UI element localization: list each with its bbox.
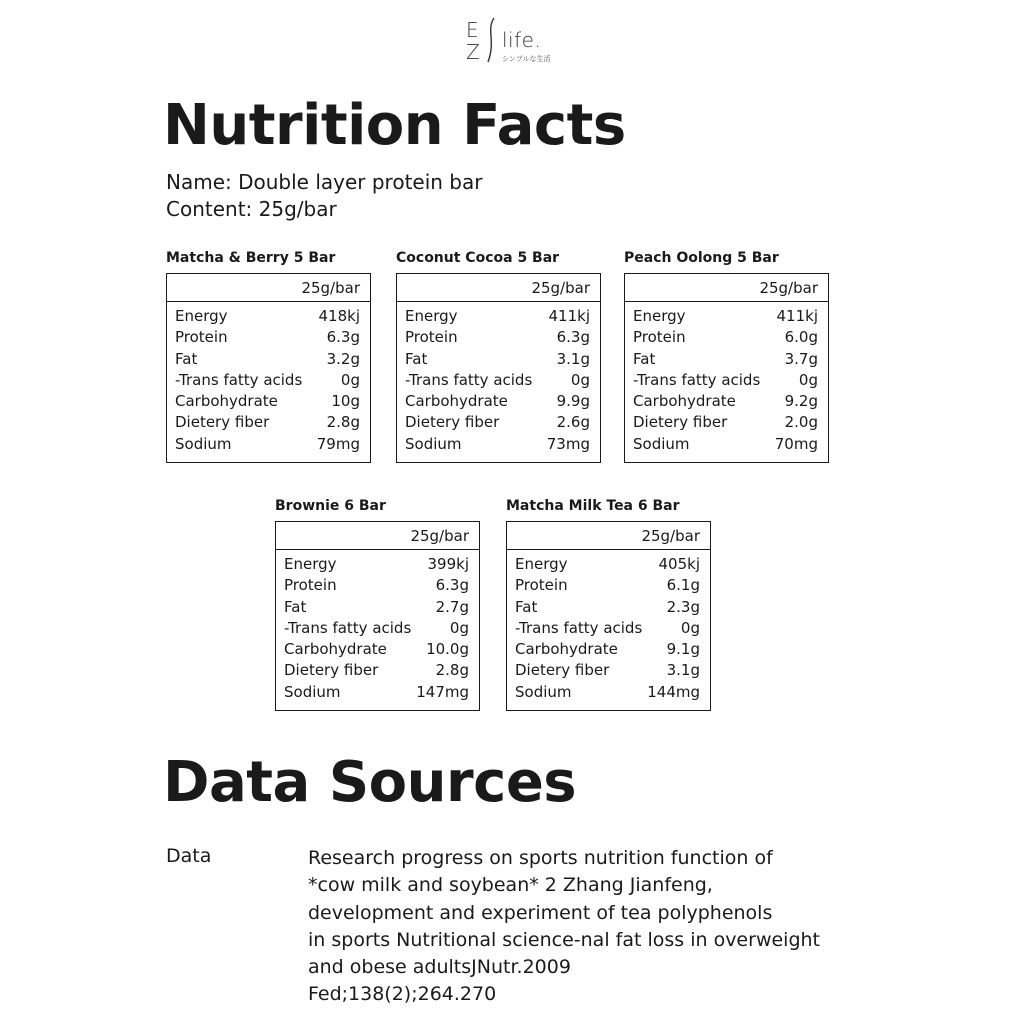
nutrient-row (175, 327, 360, 348)
nutrient-row (515, 554, 700, 575)
nutrient-label: Carbohydrate (175, 392, 278, 411)
serving-size: 25g/bar (397, 274, 600, 302)
logo-word: life. (502, 28, 542, 52)
nutrient-row (405, 370, 590, 391)
nutrient-row (284, 575, 469, 596)
nutrient-label: -Trans fatty acids (284, 618, 412, 637)
logo-mark-z: Z (466, 40, 480, 64)
nutrient-label: Dietery fiber (515, 661, 610, 680)
serving-size: 25g/bar (625, 274, 828, 302)
nutrient-value: 3.2g (326, 349, 360, 368)
source-line: development and experiment of tea polyphenols (308, 901, 773, 924)
serving-size: 25g/bar (276, 522, 479, 550)
nutrient-label: Sodium (405, 434, 462, 453)
nutrient-row (515, 597, 700, 618)
nutrient-row (175, 434, 360, 455)
nutrient-label: Dietery fiber (405, 413, 500, 432)
sources-text (308, 845, 888, 1009)
nutrient-row (284, 618, 469, 639)
nutrient-value: 0g (798, 370, 818, 389)
brand-logo (466, 14, 576, 66)
nutrient-row (175, 370, 360, 391)
nutrient-label: Fat (175, 349, 198, 368)
nutrient-label: Energy (633, 307, 686, 325)
nutrition-table (624, 273, 829, 463)
sources-label: Data (166, 845, 212, 867)
nutrient-label: Sodium (633, 434, 690, 453)
serving-size: 25g/bar (507, 522, 710, 550)
nutrient-row (515, 660, 700, 681)
nutrient-value: 10g (331, 392, 360, 411)
nutrient-value: 6.0g (784, 328, 818, 347)
nutrient-row (633, 327, 818, 348)
product-name: Name: Double layer protein bar (166, 170, 483, 194)
nutrient-value: 418kj (318, 307, 360, 325)
nutrient-value: 73mg (546, 434, 590, 453)
nutrient-row (633, 434, 818, 455)
nutrient-value: 10.0g (426, 640, 469, 659)
nutrient-value: 3.7g (784, 349, 818, 368)
nutrient-label: Energy (515, 555, 568, 573)
product-content: Content: 25g/bar (166, 197, 337, 221)
nutrient-row (633, 370, 818, 391)
source-line: and obese adultsJNutr.2009 (308, 956, 571, 979)
nutrient-row (515, 639, 700, 660)
nutrient-value: 6.3g (326, 328, 360, 347)
source-line: *cow milk and soybean* 2 Zhang Jianfeng, (308, 874, 713, 897)
panel-title: Brownie 6 Bar (275, 498, 386, 514)
nutrient-row (633, 412, 818, 433)
nutrition-table (396, 273, 601, 463)
source-line: in sports Nutritional science-nal fat loss in overweight (308, 928, 820, 951)
nutrient-value: 411kj (776, 307, 818, 325)
nutrient-value: 3.1g (556, 349, 590, 368)
nutrient-row (405, 391, 590, 412)
nutrient-value: 2.7g (435, 597, 469, 616)
nutrition-table (506, 521, 711, 711)
nutrient-value: 2.8g (326, 413, 360, 432)
nutrient-row (175, 391, 360, 412)
nutrient-row (405, 327, 590, 348)
nutrient-value: 9.9g (556, 392, 590, 411)
nutrient-value: 0g (340, 370, 360, 389)
nutrient-row (405, 306, 590, 327)
nutrient-label: Fat (515, 597, 538, 616)
nutrient-value: 6.3g (556, 328, 590, 347)
nutrient-row (405, 434, 590, 455)
nutrient-label: Fat (284, 597, 307, 616)
nutrient-value: 3.1g (666, 661, 700, 680)
nutrient-value: 399kj (427, 555, 469, 573)
nutrient-value: 9.1g (666, 640, 700, 659)
nutrient-label: Carbohydrate (405, 392, 508, 411)
page-title: Nutrition Facts (163, 93, 626, 158)
nutrient-label: Sodium (515, 682, 572, 701)
panel-title: Coconut Cocoa 5 Bar (396, 250, 560, 266)
nutrient-label: -Trans fatty acids (633, 370, 761, 389)
nutrient-row (633, 306, 818, 327)
nutrient-value: 411kj (548, 307, 590, 325)
nutrient-row (175, 306, 360, 327)
nutrient-label: Energy (175, 307, 228, 325)
panel-title: Matcha & Berry 5 Bar (166, 250, 336, 266)
nutrient-label: -Trans fatty acids (175, 370, 303, 389)
nutrient-label: Carbohydrate (633, 392, 736, 411)
nutrient-row (515, 682, 700, 703)
nutrient-value: 2.6g (556, 413, 590, 432)
panel-title: Matcha Milk Tea 6 Bar (506, 498, 680, 514)
nutrient-value: 6.3g (435, 576, 469, 595)
nutrient-row (405, 349, 590, 370)
logo-tagline: シンプルな生活 (502, 55, 551, 63)
nutrient-label: Protein (175, 328, 228, 347)
nutrient-row (633, 349, 818, 370)
serving-size: 25g/bar (167, 274, 370, 302)
nutrient-label: Dietery fiber (284, 661, 379, 680)
nutrient-label: Protein (633, 328, 686, 347)
nutrient-row (175, 412, 360, 433)
nutrient-label: Dietery fiber (633, 413, 728, 432)
nutrient-label: Protein (515, 576, 568, 595)
nutrient-row (284, 682, 469, 703)
nutrient-label: -Trans fatty acids (405, 370, 533, 389)
nutrient-value: 2.3g (666, 597, 700, 616)
nutrient-value: 0g (680, 618, 700, 637)
nutrient-value: 0g (570, 370, 590, 389)
nutrient-label: Energy (284, 555, 337, 573)
nutrient-value: 405kj (658, 555, 700, 573)
nutrient-label: Dietery fiber (175, 413, 270, 432)
nutrient-value: 6.1g (666, 576, 700, 595)
nutrient-row (284, 597, 469, 618)
nutrient-value: 79mg (316, 434, 360, 453)
source-line: Research progress on sports nutrition function of (308, 847, 773, 869)
sources-title: Data Sources (163, 750, 577, 815)
nutrient-label: Carbohydrate (515, 640, 618, 659)
source-line: Fed;138(2);264.270 (308, 983, 497, 1006)
panel-title: Peach Oolong 5 Bar (624, 250, 779, 266)
nutrient-label: Protein (405, 328, 458, 347)
nutrient-label: -Trans fatty acids (515, 618, 643, 637)
nutrient-value: 9.2g (784, 392, 818, 411)
nutrient-row (405, 412, 590, 433)
nutrient-value: 2.0g (784, 413, 818, 432)
nutrient-row (515, 575, 700, 596)
nutrient-label: Protein (284, 576, 337, 595)
logo-mark-e: E (466, 18, 479, 42)
nutrient-value: 0g (449, 618, 469, 637)
nutrient-value: 144mg (647, 682, 700, 701)
nutrient-row (284, 554, 469, 575)
nutrient-value: 2.8g (435, 661, 469, 680)
nutrient-label: Fat (405, 349, 428, 368)
nutrient-row (175, 349, 360, 370)
nutrient-label: Sodium (175, 434, 232, 453)
nutrient-row (633, 391, 818, 412)
nutrient-value: 70mg (774, 434, 818, 453)
nutrient-value: 147mg (416, 682, 469, 701)
nutrient-row (284, 639, 469, 660)
nutrient-label: Fat (633, 349, 656, 368)
nutrient-label: Energy (405, 307, 458, 325)
nutrient-label: Carbohydrate (284, 640, 387, 659)
nutrition-table (275, 521, 480, 711)
nutrient-row (284, 660, 469, 681)
logo-swoosh-icon (484, 16, 498, 64)
nutrient-row (515, 618, 700, 639)
nutrition-table (166, 273, 371, 463)
nutrient-label: Sodium (284, 682, 341, 701)
